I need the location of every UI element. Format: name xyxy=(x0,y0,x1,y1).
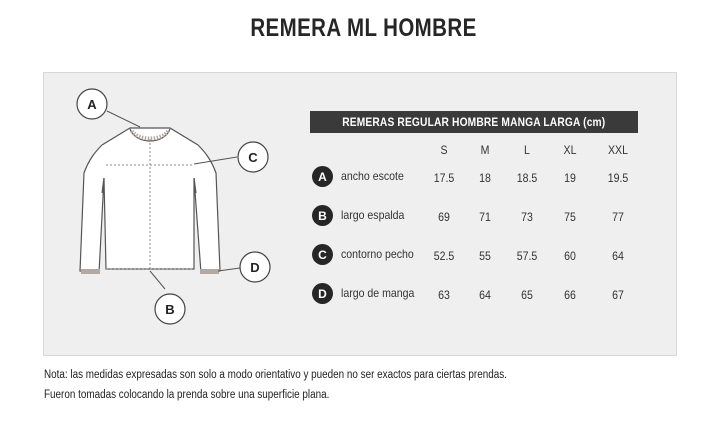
note-line: Fueron tomadas colocando la prenda sobre una superficie plana. xyxy=(44,389,330,401)
row-label: largo espalda xyxy=(341,208,405,222)
row-label: largo de manga xyxy=(341,286,415,300)
size-chart-panel xyxy=(43,72,677,356)
table-header-text: REMERAS REGULAR HOMBRE MANGA LARGA (cm) xyxy=(342,115,606,129)
table-cell: 64 xyxy=(612,249,624,263)
callout-d xyxy=(240,252,270,282)
table-cell: 63 xyxy=(438,288,450,302)
table-cell: 64 xyxy=(479,288,491,302)
size-header-s: S xyxy=(440,143,448,157)
size-header-xxl: XXL xyxy=(608,143,628,157)
table-cell: 71 xyxy=(479,210,491,224)
row-badge: C xyxy=(312,244,333,265)
table-cell: 57.5 xyxy=(516,249,538,263)
row-badge: A xyxy=(312,166,333,187)
shirt-illustration xyxy=(44,73,304,357)
svg-text:B: B xyxy=(165,302,175,317)
table-cell: 55 xyxy=(479,249,491,263)
row-label: ancho escote xyxy=(341,169,404,183)
note-line: Nota: las medidas expresadas son solo a modo orientativo y pueden no ser exactos para ciertas prendas. xyxy=(44,369,507,381)
row-badge: D xyxy=(312,283,333,304)
table-cell: 77 xyxy=(612,210,624,224)
size-header-l: L xyxy=(524,143,530,157)
callout-b xyxy=(155,294,185,324)
table-cell: 69 xyxy=(438,210,450,224)
callout-a xyxy=(77,89,107,119)
svg-text:A: A xyxy=(87,97,97,112)
table-cell: 19 xyxy=(564,171,576,185)
size-header-m: M xyxy=(480,143,490,157)
svg-text:D: D xyxy=(250,260,260,275)
row-badge: B xyxy=(312,205,333,226)
table-cell: 66 xyxy=(564,288,576,302)
table-cell: 17.5 xyxy=(433,171,455,185)
size-header-xl: XL xyxy=(563,143,577,157)
table-header xyxy=(310,111,638,133)
page-title: REMERA ML HOMBRE xyxy=(250,14,477,42)
svg-text:C: C xyxy=(248,150,258,165)
table-cell: 52.5 xyxy=(433,249,455,263)
table-cell: 75 xyxy=(564,210,576,224)
table-cell: 18.5 xyxy=(516,171,538,185)
callout-c xyxy=(238,142,268,172)
row-label: contorno pecho xyxy=(341,247,414,261)
table-cell: 60 xyxy=(564,249,576,263)
table-cell: 67 xyxy=(612,288,624,302)
table-cell: 19.5 xyxy=(607,171,629,185)
table-cell: 65 xyxy=(521,288,533,302)
table-cell: 18 xyxy=(479,171,491,185)
table-cell: 73 xyxy=(521,210,533,224)
